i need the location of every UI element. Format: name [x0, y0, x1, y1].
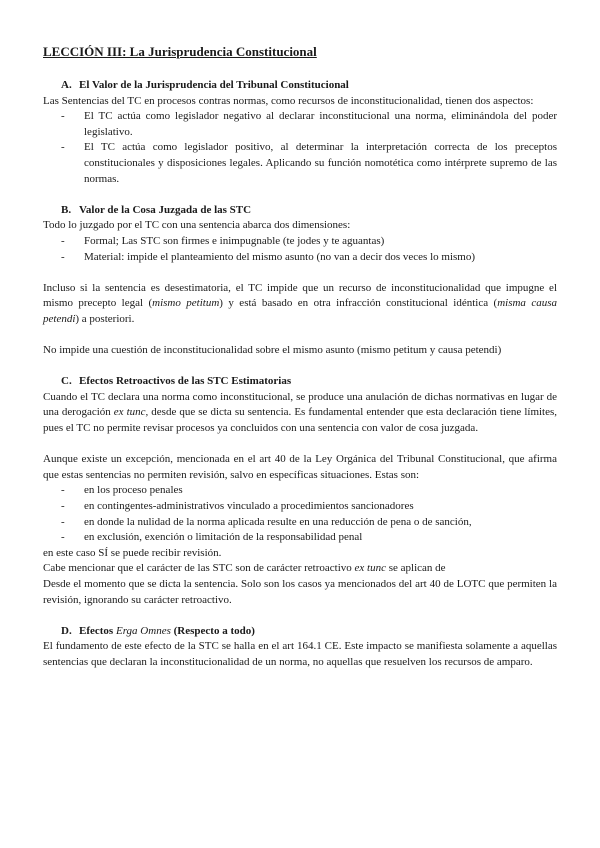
section-c-list [43, 483, 557, 545]
section-c-heading [43, 374, 557, 390]
section-b-intro: Todo lo juzgado por el TC con una sentencia abarca dos dimensiones: [43, 219, 351, 232]
list-item: - en exclusión, exención o limitación de la responsabilidad penal [61, 530, 557, 546]
section-b-paragraph-1: Incluso si la sentencia es desestimatoria, el TC impide que un recurso de inconstitucionalidad que impugne el mismo precepto legal (mismo petitum) y está basado en otra infracción constitucional idéntica (misma causa petendi) a posteriori. [43, 281, 557, 325]
section-a-intro: Las Sentencias del TC en procesos contras normas, como recursos de inconstitucionalidad, tienen dos aspectos: [43, 94, 534, 107]
section-a-list [43, 109, 557, 187]
section-b-heading [43, 203, 557, 219]
page-title: LECCIÓN III: La Jurisprudencia Constitucional [43, 44, 317, 59]
list-item: - en contingentes-administrativos vinculado a procedimientos sancionadores [61, 499, 557, 515]
section-b-paragraph-2: No impide una cuestión de inconstitucionalidad sobre el mismo asunto (mismo petitum y causa petendi) [43, 344, 502, 357]
section-c-paragraph-4: Desde el momento que se dicta la sentencia. Solo son los casos ya mencionados del art 40 de LOTC que permiten la revisión, ignorando su carácter retroactivo. [43, 578, 557, 606]
section-b-letter: B. [61, 203, 72, 216]
list-item: - El TC actúa como legislador negativo al declarar inconstitucional una norma, eliminándola del poder legislativo. [61, 109, 557, 140]
list-item: - en los proceso penales [61, 483, 557, 499]
section-c-paragraph-3: Cabe mencionar que el carácter de las STC son de carácter retroactivo ex tunc se aplican de [43, 562, 446, 575]
section-a-heading [43, 78, 557, 94]
section-c-paragraph-2: Aunque existe un excepción, mencionada en el art 40 de la Ley Orgánica del Tribunal Constitucional, que afirma que estas sentencias no permiten revisión, salvo en específicas situaciones. Estas son: [43, 453, 557, 481]
list-item: - en donde la nulidad de la norma aplicada resulte en una reducción de pena o de sanción, [61, 515, 557, 531]
list-item: - Material: impide el planteamiento del mismo asunto (no van a decir dos veces lo mismo) [61, 250, 557, 266]
section-b-list [43, 234, 557, 265]
section-c-title: Efectos Retroactivos de las STC Estimatorias [79, 375, 292, 388]
section-d-paragraph-1: El fundamento de este efecto de la STC se halla en el art 164.1 CE. Este impacto se manifiesta solamente a aquellas sentencias que declaran la inconstitucionalidad de un norma, no aquellas que resuelven los recursos de amparo. [43, 640, 557, 668]
section-a-title: El Valor de la Jurisprudencia del Tribunal Constitucional [79, 79, 349, 91]
list-item: - El TC actúa como legislador positivo, al determinar la interpretación correcta de los preceptos constitucionales y disposiciones legales. Aplicando su función nomotética como intérprete supremo de las normas. [61, 140, 557, 187]
section-c-after-list: en este caso SÍ se puede recibir revisión. [43, 546, 222, 559]
list-item: - Formal; Las STC son firmes e inimpugnable (te jodes y te aguantas) [61, 234, 557, 250]
section-d-heading: D. Efectos Erga Omnes (Respecto a todo) [43, 624, 557, 640]
section-b-title: Valor de la Cosa Juzgada de las STC [79, 203, 252, 216]
section-d-letter: D. [61, 624, 72, 637]
section-a-letter: A. [61, 79, 72, 91]
section-c-paragraph-1: Cuando el TC declara una norma como inconstitucional, se produce una anulación de dichas normativas en lugar de una derogación ex tunc, desde que se dicta su sentencia. Es fundamental entender que esta declaración tiene límites, pues el TC no permite revisar procesos ya concluidos con una sentencia con valor de cosa juzgada. [43, 390, 558, 435]
section-c-letter: C. [61, 375, 72, 388]
